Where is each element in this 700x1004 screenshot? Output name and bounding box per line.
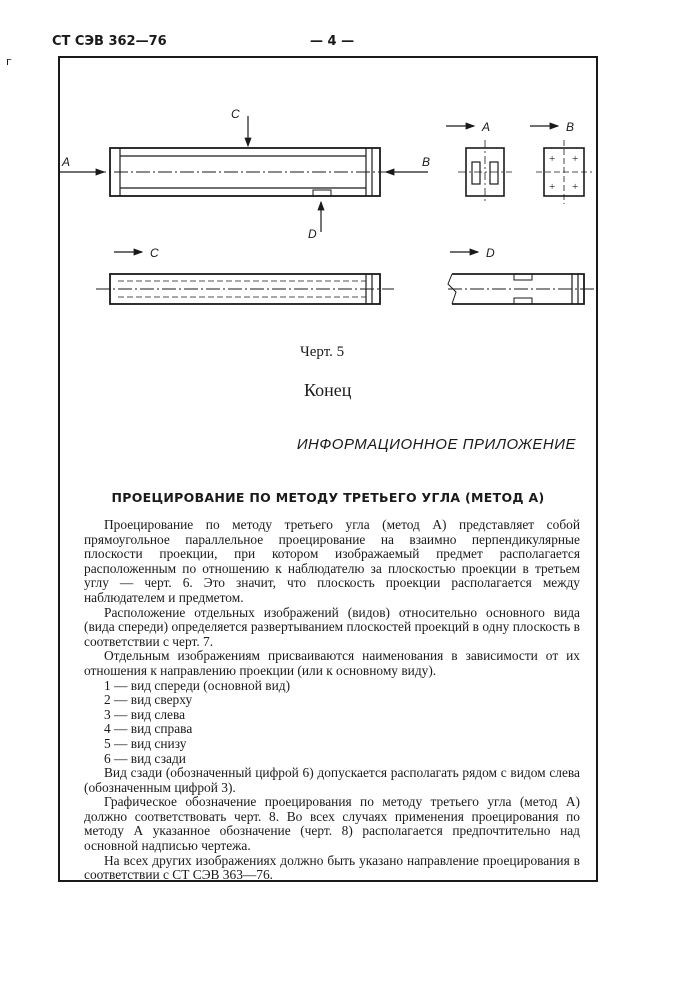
views-list [84,679,580,767]
svg-text:+: + [549,181,556,193]
standard-designation: СТ СЭВ 362—76 [52,34,167,49]
end-marker: Конец [304,380,352,400]
paragraph-method-definition: Проецирование по методу третьего угла (метод А) представляет собой прямоугольное параллельное проецирование на взаимно перпендикулярные плоскости проекции, при котором изображаемый предмет располагается расположенным по отношению к наблюдателю за плоскостью проекции в третьем углу — черт. 6. Это значит, что плоскость проекции располагается между наблюдателем и предметом. [84,517,580,605]
list-item: 3 — вид слева [104,706,186,722]
list-item: 4 — вид справа [104,721,193,737]
svg-text:+: + [572,181,579,193]
list-item: 5 — вид снизу [104,735,187,751]
view-a [446,120,512,204]
margin-mark: г [6,55,12,68]
svg-text:+: + [549,153,556,165]
paragraph-direction: На всех других изображениях должно быть указано направление проецирования в соответствии с СТ СЭВ 363—76. [84,852,580,883]
page-number: — 4 — [310,34,355,49]
label-b-view: B [566,120,575,134]
label-a-view: A [482,120,491,134]
label-a-front: A [62,155,71,169]
list-item: 2 — вид сверху [104,692,193,708]
label-d-front: D [308,227,317,241]
body-text [84,518,580,883]
paragraph-views-naming: Отдельным изображениям присваиваются наименования в зависимости от их отношения к направлению проекции (или к основному виду). [84,648,580,678]
section-title: ПРОЕЦИРОВАНИЕ ПО МЕТОДУ ТРЕТЬЕГО УГЛА (МЕТОД А) [111,490,545,505]
label-d-view: D [486,246,495,260]
appendix-label: ИНФОРМАЦИОННОЕ ПРИЛОЖЕНИЕ [296,436,576,453]
paragraph-graphic-symbol: Графическое обозначение проецирования по методу третьего угла (метод А) должно соответствовать черт. 8. Во всех случаях применения проецирования по методу А указанное обозначение (черт. 8) располагается предпочтительно над основной надписью чертежа. [84,794,580,854]
svg-text:+: + [572,153,579,165]
figure-caption: Черт. 5 [300,344,345,360]
list-item: 1 — вид спереди (основной вид) [104,677,291,693]
label-c-view: C [150,246,159,260]
view-c [96,246,394,304]
list-item: 6 — вид сзади [104,750,186,766]
paragraph-views-arrangement: Расположение отдельных изображений (видов) относительно основного вида (вида спереди) определяется развертыванием плоскостей проекций в одну плоскость в соответствии с черт. 7. [84,604,580,649]
label-b-front: B [422,155,431,169]
label-c-front: C [231,107,240,121]
technical-drawing-fig5 [0,0,700,420]
front-view [92,148,395,196]
view-b [530,120,592,204]
paragraph-rear-view: Вид сзади (обозначенный цифрой 6) допускается располагать рядом с видом слева (обозначенным цифрой 3). [84,765,580,795]
view-d [448,246,594,304]
